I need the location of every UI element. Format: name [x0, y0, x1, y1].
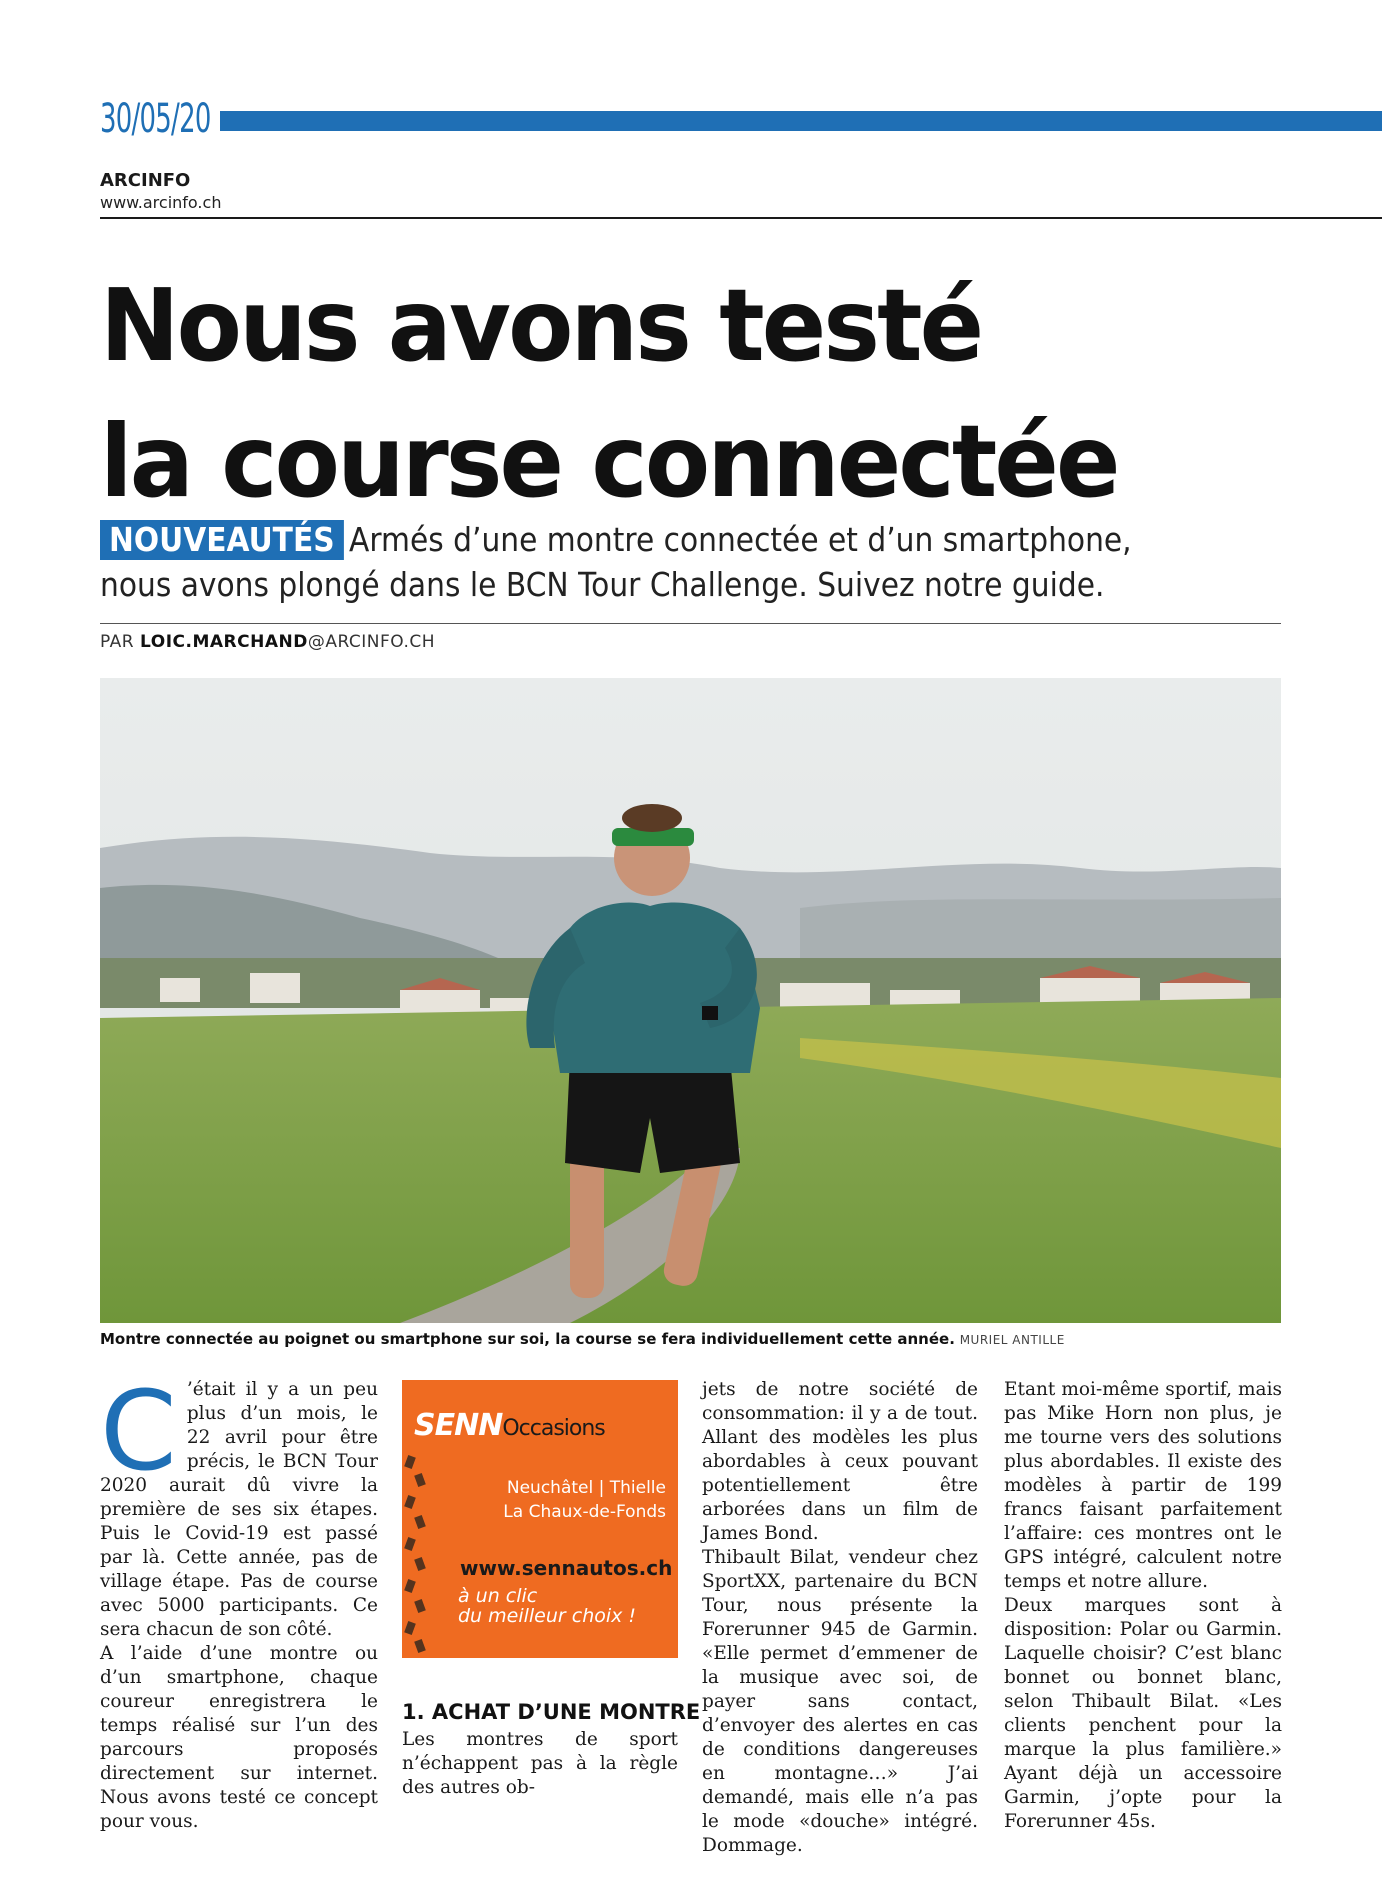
kicker-badge: NOUVEAUTÉS	[100, 520, 344, 560]
issue-date: 30/05/20	[100, 96, 211, 142]
lead-paragraph	[100, 517, 1180, 607]
lead-divider	[100, 623, 1281, 624]
ad-slogan	[458, 1586, 636, 1626]
caption-text: Montre connectée au poignet ou smartphone sur soi, la course se fera individuellement cette année.	[100, 1330, 955, 1348]
byline-prefix: PAR	[100, 632, 141, 652]
drop-cap: C	[100, 1367, 177, 1495]
ad-brand-suffix: Occasions	[502, 1416, 605, 1441]
ad-url-link[interactable]: www.sennautos.ch	[460, 1556, 673, 1580]
publication-name: ARCINFO	[100, 170, 191, 191]
byline	[100, 632, 435, 652]
paragraph-7: Deux marques sont à disposition: Polar ou Garmin. Laquelle choisir? C’est blanc bonnet ou bonnet blanc, selon Thibault Bilat. «Les clients penchent pour la marque la plus familière.» Ayant déjà un accessoire Garmin, j’opte pour la Forerunner 45s.	[1004, 1595, 1282, 1832]
senn-occasions-ad[interactable]	[402, 1380, 678, 1658]
headline-line-2: la course connectée	[100, 403, 1118, 520]
ad-places-line-1: Neuchâtel | Thielle	[506, 1478, 666, 1498]
ad-slogan-line-1: à un clic	[458, 1585, 538, 1607]
paragraph-3: Les montres de sport n’échappent pas à la règle des autres ob-	[402, 1729, 678, 1798]
section-subhead: 1. ACHAT D’UNE MONTRE	[402, 1700, 701, 1724]
paragraph-4: jets de notre société de consommation: il y a de tout. Allant des modèles les plus abordables à ceux pouvant potentiellement être arborées dans un film de James Bond.	[702, 1379, 978, 1544]
headline-line-1: Nous avons testé	[100, 267, 982, 384]
ad-locations	[503, 1476, 666, 1524]
ad-slogan-line-2: du meilleur choix !	[458, 1605, 637, 1627]
column-4	[1004, 1378, 1282, 1834]
byline-author: LOIC.MARCHAND	[140, 632, 308, 652]
paragraph-2: A l’aide d’une montre ou d’un smartphone, chaque coureur enregistrera le temps réalisé sur l’un des parcours proposés directement sur internet. Nous avons testé ce concept pour vous.	[100, 1643, 378, 1832]
tire-tread-icon	[402, 1450, 432, 1658]
column-2	[402, 1728, 678, 1800]
photo-credit: MURIEL ANTILLE	[959, 1333, 1065, 1347]
ad-brand: SENN	[414, 1408, 503, 1443]
header-divider	[100, 217, 1382, 219]
column-1	[100, 1367, 378, 1834]
runner-photo-illustration	[100, 678, 1281, 1323]
headline	[100, 258, 1118, 530]
article-photo	[100, 678, 1281, 1323]
paragraph-1: ’était il y a un peu plus d’un mois, le 22 avril pour être précis, le BCN Tour 2020 aurait dû vivre la première de ses six étapes. Puis le Covid-19 est passé par là. Cette année, pas de village étape. Pas de course avec 5000 participants. Ce sera chacun de son côté.	[100, 1379, 378, 1640]
lead-text: Armés d’une montre connectée et d’un smartphone, nous avons plongé dans le BCN Tour Challenge. Suivez notre guide.	[100, 520, 1132, 604]
paragraph-6: Etant moi-même sportif, mais pas Mike Horn non plus, je me tourne vers des solutions plus abordables. Il existe des modèles à partir de 199 francs faisant parfaitement l’affaire: ces montres ont le GPS intégré, calculent notre temps et notre allure.	[1004, 1379, 1282, 1592]
paragraph-5: Thibault Bilat, vendeur chez SportXX, partenaire du BCN Tour, nous présente la Forerunner 945 de Garmin. «Elle permet d’emmener de la musique avec soi, de payer sans contact, d’envoyer des alertes en cas de conditions dangereuses en montagne…» J’ai demandé, mais elle n’a pas le mode «douche» intégré. Dommage.	[702, 1547, 978, 1856]
publication-url[interactable]: www.arcinfo.ch	[100, 193, 222, 212]
column-3	[702, 1378, 978, 1858]
photo-caption	[100, 1330, 1281, 1348]
ad-places-line-2: La Chaux-de-Fonds	[503, 1502, 666, 1522]
ad-logo	[414, 1408, 605, 1443]
byline-domain: @ARCINFO.CH	[307, 632, 436, 652]
date-bar	[220, 111, 1382, 131]
